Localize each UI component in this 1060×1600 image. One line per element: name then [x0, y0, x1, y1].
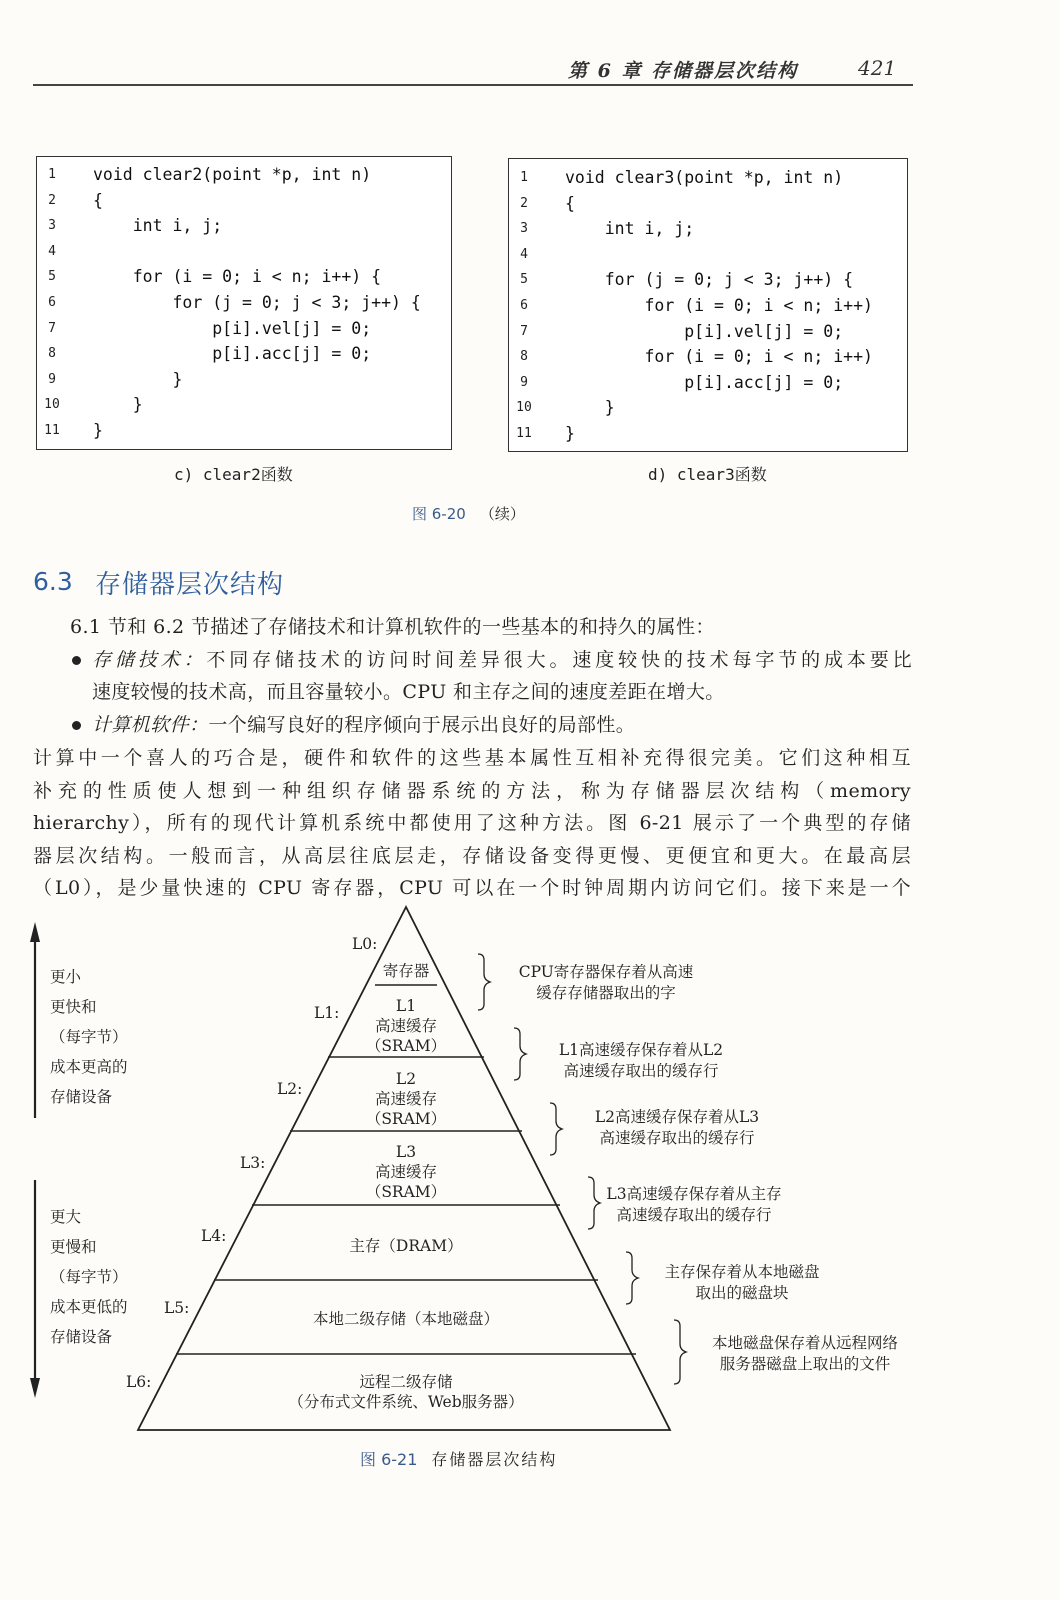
- note-line: 本地磁盘保存着从远程网络: [711, 1334, 898, 1352]
- level-text-line: （SRAM）: [365, 1037, 447, 1055]
- code-text: for (i = 0; i < n; i++) {: [93, 267, 382, 287]
- code-line: [509, 165, 907, 191]
- side-label-top: [50, 962, 128, 1112]
- note-line: 取出的磁盘块: [695, 1284, 789, 1302]
- level-text-l1: [336, 996, 476, 1056]
- brace-l4: [626, 1252, 638, 1304]
- code-line: [37, 213, 451, 239]
- bullet-storage-line2: 速度较慢的技术高，而且容量较小。CPU 和主存之间的速度差距在增大。: [92, 681, 725, 703]
- code-line: [509, 395, 907, 421]
- line-number: 8: [48, 346, 56, 362]
- code-caption-clear2: c) clear2函数: [174, 465, 293, 484]
- code-text: int i, j;: [565, 219, 695, 239]
- note-l3: [594, 1184, 794, 1226]
- level-text-line: （分布式文件系统、Web服务器）: [288, 1393, 524, 1411]
- brace-l0: [478, 954, 490, 1010]
- code-line: [37, 188, 451, 214]
- level-text-line: （SRAM）: [365, 1110, 447, 1128]
- level-tag-l2: L2:: [277, 1080, 303, 1098]
- code-line: [37, 367, 451, 393]
- side-label-bottom: [50, 1202, 128, 1352]
- figure-6-20-label: 图 6-20: [412, 505, 466, 523]
- level-tag-l0: L0:: [352, 935, 378, 953]
- body-line-4: 器层次结构。一般而言，从高层往底层走，存储设备变得更慢、更便宜和更大。在最高层: [33, 845, 911, 867]
- level-text-line: 远程二级存储: [359, 1373, 453, 1391]
- line-number: 4: [48, 243, 56, 259]
- line-number: 3: [48, 218, 56, 234]
- down-arrow-head: [30, 1378, 40, 1398]
- figure-6-20-caption: [412, 503, 525, 524]
- bullet-software-line1: [92, 709, 852, 742]
- line-number: 10: [44, 397, 60, 413]
- side-top-line: 更快和: [50, 998, 97, 1016]
- brace-l2: [550, 1103, 562, 1155]
- note-line: L2高速缓存保存着从L3: [594, 1108, 760, 1126]
- line-number: 2: [48, 192, 56, 208]
- figure-6-21-title: 存储器层次结构: [431, 1450, 558, 1469]
- code-line: [37, 418, 451, 444]
- code-line: [509, 370, 907, 396]
- bullet-storage-line1: [92, 644, 912, 677]
- code-text: }: [93, 395, 143, 415]
- section-title: 存储器层次结构: [95, 570, 285, 600]
- body-line-3: hierarchy），所有的现代计算机系统中都使用了这种方法。图 6-21 展示了一个典型的存储: [33, 812, 911, 834]
- code-line: [37, 290, 451, 316]
- note-line: 主存保存着从本地磁盘: [664, 1263, 820, 1281]
- line-number: 9: [520, 374, 528, 390]
- code-line: [509, 293, 907, 319]
- level-text-line: （SRAM）: [365, 1183, 447, 1201]
- line-number: 3: [520, 221, 528, 237]
- brace-l5: [674, 1320, 686, 1384]
- note-line: L1高速缓存保存着从L2: [558, 1041, 724, 1059]
- code-line: [37, 264, 451, 290]
- code-box-clear2: [36, 156, 452, 450]
- code-line: [37, 239, 451, 265]
- body-line-1: 计算中一个喜人的巧合是，硬件和软件的这些基本属性互相补充得很完美。它们这种相互: [33, 747, 911, 769]
- code-line: [37, 162, 451, 188]
- code-line: [37, 392, 451, 418]
- bullet-storage-text: 不同存储技术的访问时间差异很大。速度较快的技术每字节的成本要比: [206, 649, 912, 671]
- code-line: [509, 191, 907, 217]
- line-number: 2: [520, 195, 528, 211]
- code-text: }: [93, 369, 183, 389]
- code-line: [509, 319, 907, 345]
- level-text-line: L3: [395, 1143, 417, 1161]
- side-top-line: 成本更高的: [50, 1058, 128, 1076]
- section-number: 6.3: [33, 567, 73, 596]
- level-tag-l4: L4:: [201, 1227, 227, 1245]
- note-l1: [526, 1040, 756, 1082]
- level-text-l2: [336, 1069, 476, 1129]
- code-line: [37, 341, 451, 367]
- side-bottom-line: 成本更低的: [50, 1298, 128, 1316]
- level-text-line: 本地二级存储（本地磁盘）: [312, 1310, 499, 1328]
- level-tag-l1: L1:: [314, 1004, 340, 1022]
- level-text-l6: [236, 1372, 576, 1412]
- level-text-line: 高速缓存: [374, 1017, 437, 1035]
- level-text-l0: [356, 961, 456, 981]
- note-l5: [690, 1333, 920, 1375]
- side-bottom-line: 存储设备: [50, 1328, 113, 1346]
- code-caption-clear3: d) clear3函数: [648, 465, 767, 484]
- side-bottom-line: （每字节）: [50, 1268, 128, 1286]
- code-line: [509, 242, 907, 268]
- note-line: L3高速缓存保存着从主存: [606, 1185, 782, 1203]
- level-tag-l3: L3:: [240, 1154, 266, 1172]
- page-number: 421: [858, 56, 897, 80]
- header-rule: [33, 84, 913, 86]
- side-top-line: 存储设备: [50, 1088, 113, 1106]
- level-text-line: 高速缓存: [374, 1163, 437, 1181]
- code-text: {: [93, 190, 103, 210]
- level-tag-l6: L6:: [126, 1373, 152, 1391]
- line-number: 6: [520, 298, 528, 313]
- note-line: 服务器磁盘上取出的文件: [719, 1355, 891, 1373]
- note-l0: [496, 962, 716, 1004]
- level-text-l5: [256, 1309, 556, 1329]
- line-number: 4: [520, 246, 528, 262]
- figure-6-21-caption: [360, 1447, 557, 1470]
- side-bottom-line: 更大: [50, 1208, 82, 1226]
- code-text: {: [565, 193, 575, 213]
- line-number: 1: [520, 170, 528, 185]
- side-bottom-line: 更慢和: [50, 1238, 97, 1256]
- code-text: for (i = 0; i < n; i++): [565, 296, 873, 315]
- note-line: 高速缓存取出的缓存行: [563, 1062, 719, 1080]
- code-text: void clear2(point *p, int n): [93, 165, 372, 184]
- side-top-line: 更小: [50, 968, 82, 986]
- bullet-dot: [72, 721, 81, 730]
- figure-6-20-tail: （续）: [479, 505, 525, 523]
- note-l2: [562, 1107, 792, 1149]
- line-number: 5: [520, 272, 528, 288]
- level-text-line: 主存（DRAM）: [349, 1237, 463, 1255]
- note-line: 高速缓存取出的缓存行: [616, 1206, 772, 1224]
- code-text: int i, j;: [93, 216, 223, 236]
- note-line: 缓存存储器取出的字: [536, 984, 676, 1002]
- line-number: 11: [44, 423, 60, 438]
- code-text: for (j = 0; j < 3; j++) {: [93, 293, 421, 312]
- bullet-software-text: 一个编写良好的程序倾向于展示出良好的局部性。: [208, 714, 636, 736]
- line-number: 11: [516, 426, 532, 441]
- body-line-5: （L0），是少量快速的 CPU 寄存器，CPU 可以在一个时钟周期内访问它们。接下来是一个: [33, 877, 911, 899]
- line-number: 7: [520, 323, 528, 339]
- note-line: CPU寄存器保存着从高速: [518, 963, 694, 981]
- code-text: }: [565, 424, 575, 443]
- code-line: [37, 316, 451, 342]
- bullet-software-term: 计算机软件：: [92, 714, 209, 736]
- code-text: p[i].acc[j] = 0;: [565, 372, 844, 392]
- level-text-line: L1: [395, 997, 417, 1015]
- level-text-line: 寄存器: [382, 962, 430, 980]
- body-line-2: 补充的性质使人想到一种组织存储器系统的方法，称为存储器层次结构（memory: [33, 780, 911, 802]
- line-number: 7: [48, 320, 56, 336]
- level-text-line: L2: [395, 1070, 417, 1088]
- line-number: 6: [48, 295, 56, 310]
- bullet-dot: [72, 656, 81, 665]
- line-number: 8: [520, 349, 528, 365]
- code-text: void clear3(point *p, int n): [565, 168, 844, 187]
- note-line: 高速缓存取出的缓存行: [599, 1129, 755, 1147]
- code-text: p[i].acc[j] = 0;: [93, 344, 372, 364]
- code-line: [509, 421, 907, 447]
- code-line: [509, 267, 907, 293]
- bullet-storage-term: 存储技术：: [92, 649, 207, 671]
- level-text-line: 高速缓存: [374, 1090, 437, 1108]
- line-number: 10: [516, 400, 532, 416]
- code-line: [509, 216, 907, 242]
- running-head-chapter: 第 6 章 存储器层次结构: [568, 60, 799, 82]
- up-arrow-head: [30, 922, 40, 942]
- line-number: 5: [48, 269, 56, 285]
- line-number: 1: [48, 167, 56, 182]
- note-l4: [642, 1262, 842, 1304]
- code-text: }: [93, 421, 103, 440]
- figure-6-21-label: 图 6-21: [360, 1450, 418, 1469]
- level-text-l4: [296, 1236, 516, 1256]
- code-box-clear3: [508, 158, 908, 452]
- code-text: }: [565, 398, 615, 418]
- code-text: p[i].vel[j] = 0;: [565, 321, 844, 341]
- line-number: 9: [48, 371, 56, 387]
- side-top-line: （每字节）: [50, 1028, 128, 1046]
- code-line: [509, 344, 907, 370]
- level-tag-l5: L5:: [164, 1299, 190, 1317]
- brace-l1: [514, 1028, 526, 1080]
- code-text: for (j = 0; j < 3; j++) {: [565, 270, 854, 290]
- level-text-l3: [336, 1142, 476, 1202]
- code-text: for (i = 0; i < n; i++): [565, 347, 873, 367]
- code-text: p[i].vel[j] = 0;: [93, 318, 372, 338]
- intro-paragraph: 6.1 节和 6.2 节描述了存储技术和计算机软件的一些基本的和持久的属性：: [70, 616, 715, 638]
